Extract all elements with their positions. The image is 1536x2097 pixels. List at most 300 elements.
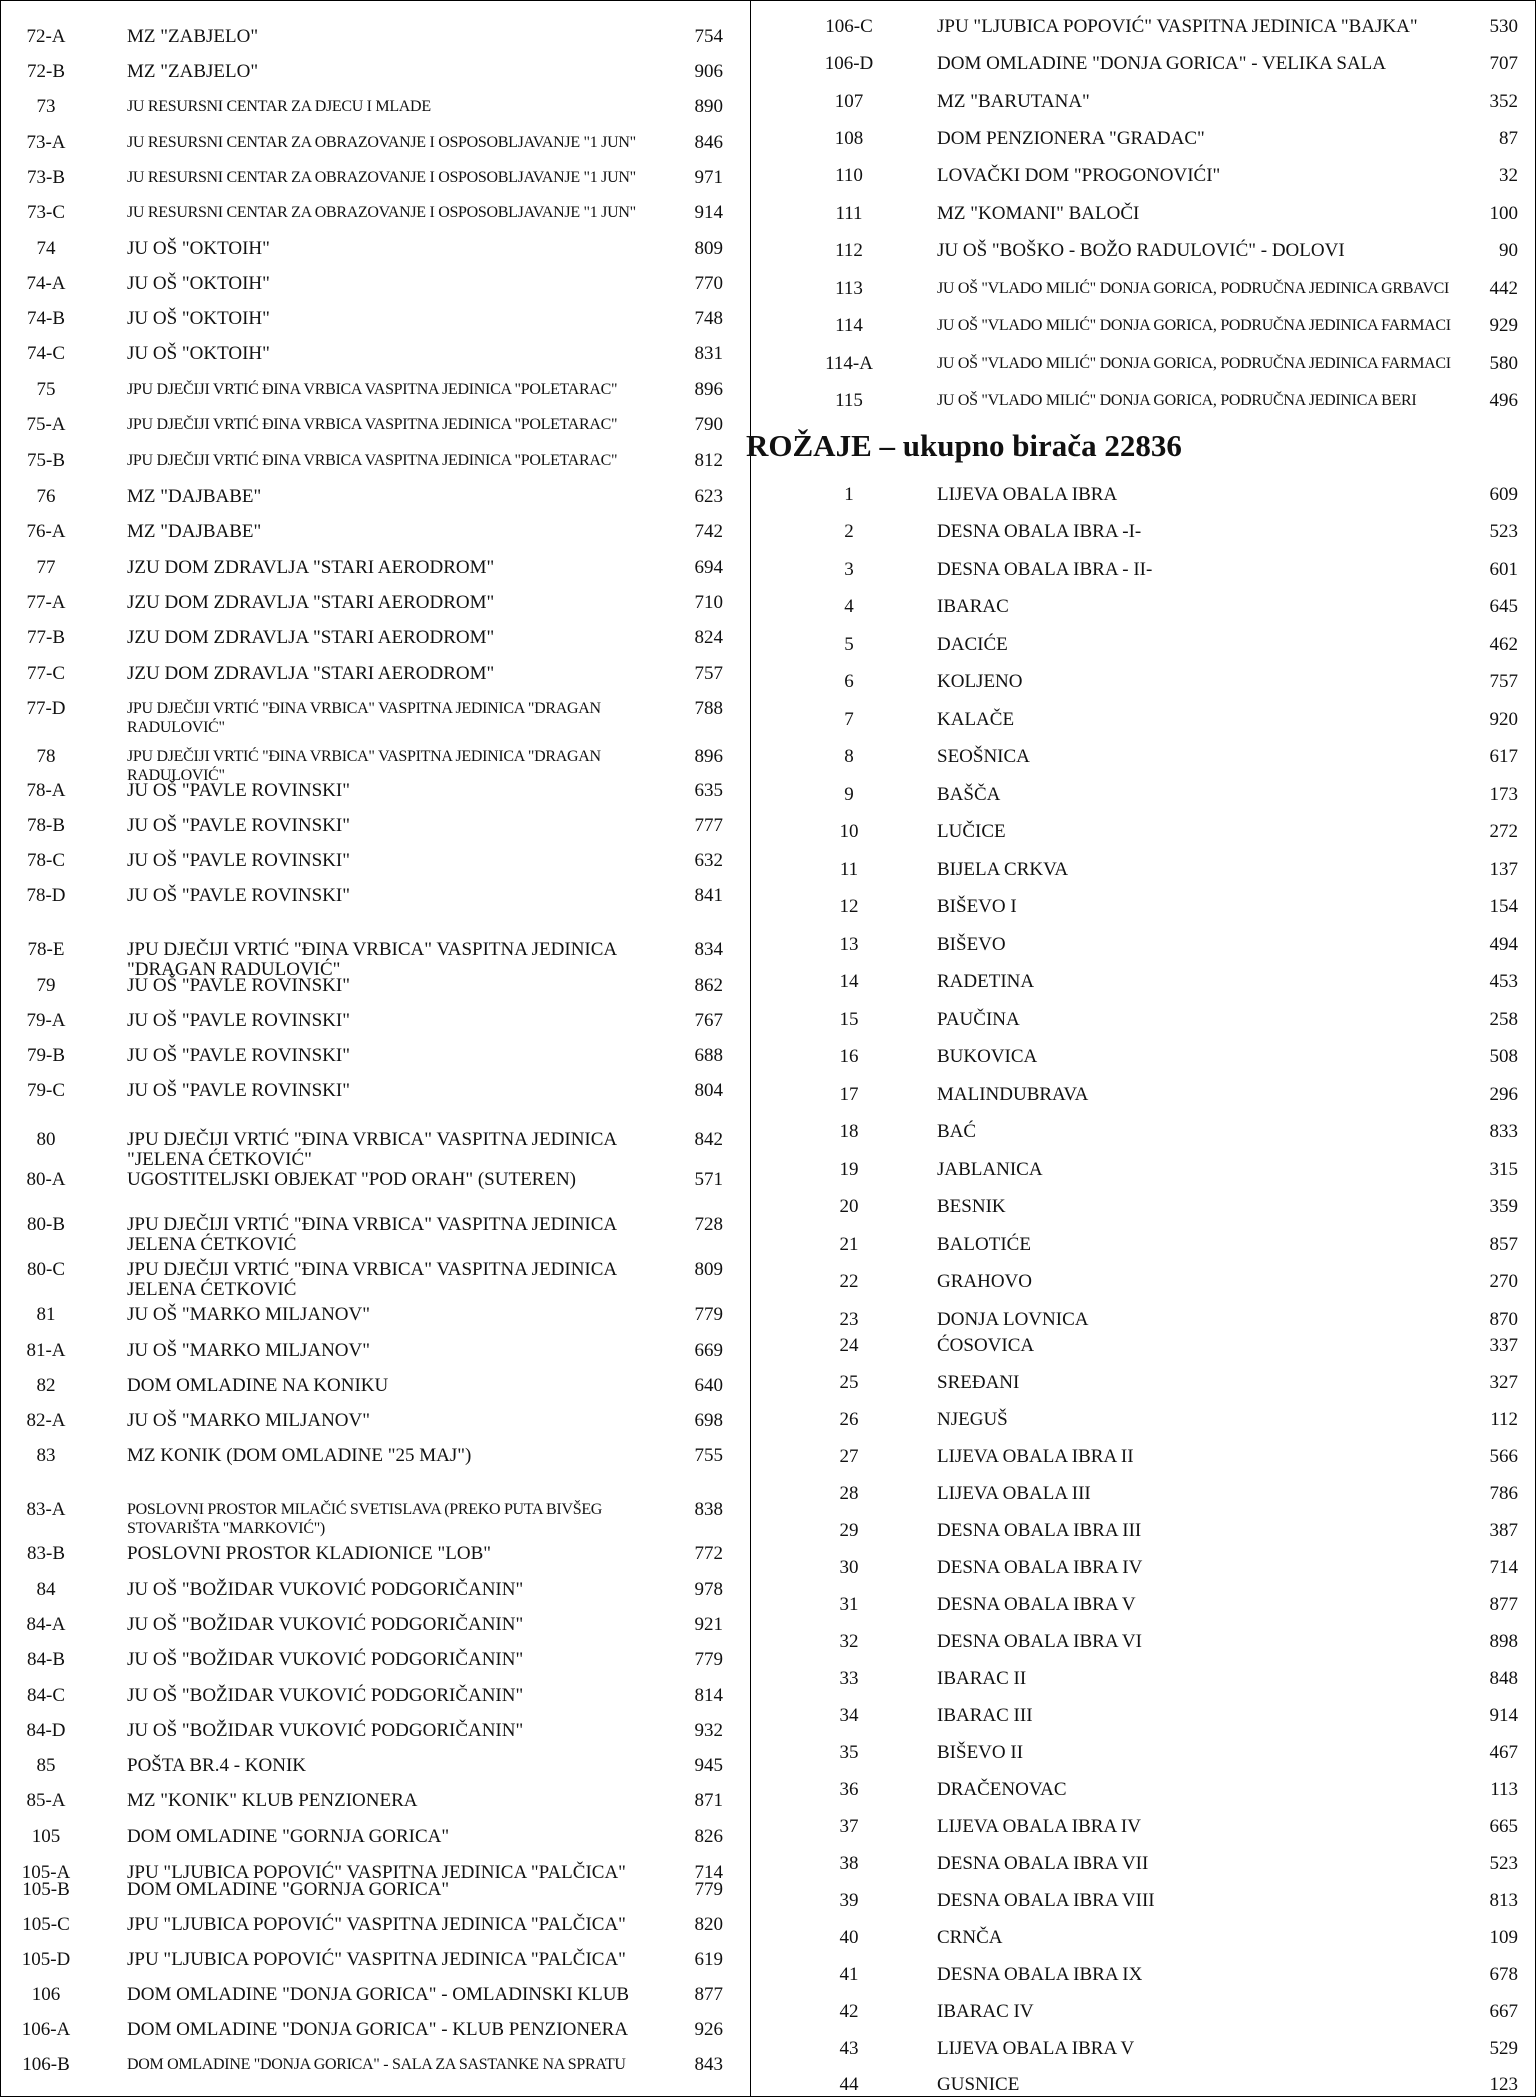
polling-station-number: 84 (36, 1579, 56, 1600)
polling-station-number: 8 (844, 746, 854, 767)
polling-station-name: SEOŠNICA (937, 746, 1030, 767)
voter-count: 523 (1489, 521, 1518, 542)
voter-count: 601 (1489, 559, 1518, 580)
polling-station-name: JU RESURSNI CENTAR ZA OBRAZOVANJE I OSPOSOBLJAVANJE "1 JUN" (127, 134, 636, 151)
polling-station-number: 81-A (26, 1340, 66, 1361)
polling-station-number: 107 (834, 91, 864, 112)
polling-station-name: UGOSTITELJSKI OBJEKAT "POD ORAH" (SUTEREN) (127, 1169, 576, 1190)
voter-count: 707 (1489, 53, 1518, 74)
polling-station-name: IBARAC III (937, 1705, 1033, 1726)
voter-count: 757 (1489, 671, 1518, 692)
polling-station-name: GRAHOVO (937, 1271, 1032, 1292)
polling-station-number: 84-D (26, 1720, 66, 1741)
polling-station-number: 1 (844, 484, 854, 505)
polling-station-name: MZ "KOMANI" BALOČI (937, 203, 1140, 224)
polling-station-number: 77-A (26, 592, 66, 613)
voter-count: 846 (694, 132, 723, 153)
voter-count: 113 (1490, 1779, 1518, 1800)
polling-station-number: 13 (839, 934, 859, 955)
voter-count: 678 (1489, 1964, 1518, 1985)
voter-count: 640 (694, 1375, 723, 1396)
polling-station-number: 106 (31, 1984, 61, 2005)
polling-station-name: JPU DJEČIJI VRTIĆ ĐINA VRBICA VASPITNA JEDINICA "POLETARAC" (127, 416, 618, 433)
polling-station-number: 9 (844, 784, 854, 805)
polling-station-number: 6 (844, 671, 854, 692)
polling-station-number: 106-C (825, 16, 873, 37)
voter-count: 898 (1489, 1631, 1518, 1652)
voter-count: 272 (1489, 821, 1518, 842)
polling-station-number: 42 (839, 2001, 859, 2022)
voter-count: 920 (1489, 709, 1518, 730)
polling-station-name: DACIĆE (937, 634, 1008, 655)
polling-station-name: JPU DJEČIJI VRTIĆ "ĐINA VRBICA" VASPITNA JEDINICA "DRAGAN RADULOVIĆ" (127, 748, 601, 784)
polling-station-name: LUČICE (937, 821, 1006, 842)
voter-count: 926 (694, 2019, 723, 2040)
polling-station-number: 112 (835, 240, 863, 261)
voter-count: 617 (1489, 746, 1518, 767)
polling-station-name: JU OŠ "OKTOIH" (127, 238, 270, 259)
polling-station-number: 27 (839, 1446, 859, 1467)
voter-count: 826 (694, 1826, 723, 1847)
polling-station-number: 73-C (27, 202, 65, 223)
polling-station-name: JU OŠ "BOŽIDAR VUKOVIĆ PODGORIČANIN" (127, 1614, 524, 1635)
polling-station-name: JPU DJEČIJI VRTIĆ ĐINA VRBICA VASPITNA JEDINICA "POLETARAC" (127, 452, 618, 469)
polling-station-name: DESNA OBALA IBRA - II- (937, 559, 1153, 580)
voter-count: 530 (1489, 16, 1518, 37)
polling-station-number: 41 (839, 1964, 859, 1985)
polling-station-name: BIŠEVO I (937, 896, 1017, 917)
polling-station-number: 11 (839, 859, 859, 880)
polling-station-number: 77 (36, 557, 56, 578)
voter-count: 109 (1489, 1927, 1518, 1948)
polling-station-number: 78-C (27, 850, 65, 871)
voter-count: 833 (1489, 1121, 1518, 1142)
voter-count: 337 (1489, 1335, 1518, 1356)
polling-station-name: BAĆ (937, 1121, 977, 1142)
polling-station-name: JU OŠ "PAVLE ROVINSKI" (127, 1080, 350, 1101)
polling-station-name: LIJEVA OBALA IBRA V (937, 2038, 1135, 2059)
voter-count: 809 (694, 1259, 723, 1280)
polling-station-name: DESNA OBALA IBRA VI (937, 1631, 1142, 1652)
polling-station-name: MZ "ZABJELO" (127, 61, 259, 82)
polling-station-number: 35 (839, 1742, 859, 1763)
polling-station-name: JU OŠ "OKTOIH" (127, 308, 270, 329)
polling-station-name: DESNA OBALA IBRA VII (937, 1853, 1149, 1874)
voter-count: 788 (694, 698, 723, 719)
voter-count: 834 (694, 939, 723, 960)
voter-count: 843 (694, 2054, 723, 2075)
polling-station-name: JU OŠ "VLADO MILIĆ" DONJA GORICA, PODRUČNA JEDINICA FARMACI (937, 355, 1451, 372)
voter-count: 669 (694, 1340, 723, 1361)
polling-station-number: 15 (839, 1009, 859, 1030)
voter-count: 619 (694, 1949, 723, 1970)
polling-station-number: 5 (844, 634, 854, 655)
polling-station-number: 7 (844, 709, 854, 730)
polling-station-name: JU OŠ "PAVLE ROVINSKI" (127, 850, 350, 871)
polling-station-number: 74-C (27, 343, 65, 364)
voter-count: 609 (1489, 484, 1518, 505)
voter-count: 387 (1489, 1520, 1518, 1541)
polling-station-number: 39 (839, 1890, 859, 1911)
polling-station-number: 77-C (27, 663, 65, 684)
voter-count: 352 (1489, 91, 1518, 112)
polling-station-name: IBARAC II (937, 1668, 1027, 1689)
polling-station-name: MZ "ZABJELO" (127, 26, 259, 47)
polling-station-number: 84-A (26, 1614, 66, 1635)
voter-count: 857 (1489, 1234, 1518, 1255)
polling-station-number: 114 (835, 315, 863, 336)
voter-count: 32 (1499, 165, 1518, 186)
polling-station-name: JU OŠ "PAVLE ROVINSKI" (127, 780, 350, 801)
voter-count: 327 (1489, 1372, 1518, 1393)
polling-station-name: DOM OMLADINE "DONJA GORICA" - OMLADINSKI KLUB (127, 1984, 630, 2005)
voter-count: 748 (694, 308, 723, 329)
polling-station-number: 23 (839, 1309, 859, 1330)
polling-station-number: 110 (835, 165, 863, 186)
voter-count: 694 (694, 557, 723, 578)
voter-count: 688 (694, 1045, 723, 1066)
polling-station-number: 78 (36, 746, 56, 767)
voter-count: 315 (1489, 1159, 1518, 1180)
polling-station-number: 106-D (824, 53, 874, 74)
polling-station-number: 33 (839, 1668, 859, 1689)
voter-count: 359 (1489, 1196, 1518, 1217)
polling-station-number: 17 (839, 1084, 859, 1105)
polling-station-number: 85-A (26, 1790, 66, 1811)
polling-station-number: 106-B (22, 2054, 70, 2075)
polling-station-number: 74-A (26, 273, 66, 294)
polling-station-number: 12 (839, 896, 859, 917)
voter-count: 767 (694, 1010, 723, 1031)
polling-station-number: 76-A (26, 521, 66, 542)
voter-count: 877 (694, 1984, 723, 2005)
polling-station-number: 105-C (22, 1914, 70, 1935)
polling-station-name: JPU "LJUBICA POPOVIĆ" VASPITNA JEDINICA "BAJKA" (937, 16, 1418, 37)
polling-station-name: BUKOVICA (937, 1046, 1038, 1067)
polling-station-number: 73-B (27, 167, 65, 188)
voter-count: 714 (694, 1862, 723, 1883)
voter-count: 877 (1489, 1594, 1518, 1615)
polling-station-number: 31 (839, 1594, 859, 1615)
voter-count: 841 (694, 885, 723, 906)
polling-station-name: JU OŠ "BOŽIDAR VUKOVIĆ PODGORIČANIN" (127, 1685, 524, 1706)
polling-station-name: CRNČA (937, 1927, 1003, 1948)
polling-station-number: 114-A (825, 353, 873, 374)
polling-station-number: 72-A (26, 26, 66, 47)
polling-station-name: JU OŠ "BOŽIDAR VUKOVIĆ PODGORIČANIN" (127, 1649, 524, 1670)
polling-station-number: 25 (839, 1372, 859, 1393)
polling-station-name: DONJA LOVNICA (937, 1309, 1089, 1330)
polling-station-name: LIJEVA OBALA IBRA II (937, 1446, 1134, 1467)
polling-station-name: RADETINA (937, 971, 1035, 992)
column-divider (750, 0, 751, 2097)
polling-station-name: MZ "KONIK" KLUB PENZIONERA (127, 1790, 418, 1811)
voter-count: 914 (694, 202, 723, 223)
polling-station-number: 14 (839, 971, 859, 992)
polling-station-name: LIJEVA OBALA III (937, 1483, 1091, 1504)
polling-station-number: 75-B (27, 450, 65, 471)
voter-count: 667 (1489, 2001, 1518, 2022)
polling-station-number: 28 (839, 1483, 859, 1504)
voter-count: 906 (694, 61, 723, 82)
polling-station-name: DRAČENOVAC (937, 1779, 1067, 1800)
polling-station-number: 26 (839, 1409, 859, 1430)
polling-station-name: LOVAČKI DOM "PROGONOVIĆI" (937, 165, 1221, 186)
polling-station-name: BIJELA CRKVA (937, 859, 1069, 880)
polling-station-name: BIŠEVO II (937, 1742, 1024, 1763)
polling-station-name: DOM OMLADINE "GORNJA GORICA" (127, 1826, 450, 1847)
voter-count: 777 (694, 815, 723, 836)
polling-station-name: IBARAC (937, 596, 1009, 617)
polling-station-name: JPU DJEČIJI VRTIĆ "ĐINA VRBICA" VASPITNA JEDINICA JELENA ĆETKOVIĆ (127, 1214, 617, 1255)
polling-station-number: 4 (844, 596, 854, 617)
polling-station-number: 85 (36, 1755, 56, 1776)
voter-count: 932 (694, 1720, 723, 1741)
voter-count: 779 (694, 1304, 723, 1325)
polling-station-number: 77-D (26, 698, 66, 719)
polling-station-number: 115 (835, 390, 863, 411)
polling-station-number: 105-D (21, 1949, 71, 1970)
polling-station-number: 16 (839, 1046, 859, 1067)
polling-station-name: JZU DOM ZDRAVLJA "STARI AERODROM" (127, 663, 495, 684)
polling-station-name: JU OŠ "BOŽIDAR VUKOVIĆ PODGORIČANIN" (127, 1579, 524, 1600)
polling-station-number: 36 (839, 1779, 859, 1800)
polling-station-number: 30 (839, 1557, 859, 1578)
polling-station-name: DESNA OBALA IBRA IV (937, 1557, 1143, 1578)
voter-count: 790 (694, 414, 723, 435)
voter-count: 123 (1489, 2074, 1518, 2095)
polling-station-number: 108 (834, 128, 864, 149)
polling-station-name: PAUČINA (937, 1009, 1020, 1030)
polling-station-number: 19 (839, 1159, 859, 1180)
voter-count: 921 (694, 1614, 723, 1635)
voter-count: 728 (694, 1214, 723, 1235)
voter-count: 496 (1489, 390, 1518, 411)
voter-count: 971 (694, 167, 723, 188)
polling-station-number: 113 (835, 278, 863, 299)
voter-count: 929 (1489, 315, 1518, 336)
voter-count: 820 (694, 1914, 723, 1935)
polling-station-name: KALAČE (937, 709, 1015, 730)
polling-station-name: DESNA OBALA IBRA VIII (937, 1890, 1155, 1911)
polling-station-number: 74 (36, 238, 56, 259)
polling-station-number: 34 (839, 1705, 859, 1726)
voter-count: 529 (1489, 2038, 1518, 2059)
polling-station-number: 111 (835, 203, 863, 224)
polling-station-name: JU OŠ "MARKO MILJANOV" (127, 1340, 371, 1361)
voter-count: 831 (694, 343, 723, 364)
polling-station-name: BAŠČA (937, 784, 1001, 805)
polling-station-name: DESNA OBALA IBRA IX (937, 1964, 1143, 1985)
polling-station-name: GUSNICE (937, 2074, 1020, 2095)
voter-count: 100 (1489, 203, 1518, 224)
polling-station-number: 20 (839, 1196, 859, 1217)
polling-station-number: 10 (839, 821, 859, 842)
polling-station-number: 3 (844, 559, 854, 580)
voter-count: 462 (1489, 634, 1518, 655)
polling-station-number: 73-A (26, 132, 66, 153)
polling-station-name: JU OŠ "OKTOIH" (127, 273, 270, 294)
polling-station-number: 106-A (21, 2019, 71, 2040)
polling-station-name: DESNA OBALA IBRA III (937, 1520, 1142, 1541)
polling-station-number: 73 (36, 96, 56, 117)
polling-station-name: JPU DJEČIJI VRTIĆ ĐINA VRBICA VASPITNA JEDINICA "POLETARAC" (127, 381, 618, 398)
polling-station-number: 83-A (26, 1499, 66, 1520)
polling-station-name: JU OŠ "PAVLE ROVINSKI" (127, 815, 350, 836)
polling-station-name: JU OŠ "VLADO MILIĆ" DONJA GORICA, PODRUČNA JEDINICA GRBAVCI (937, 280, 1450, 297)
voter-count: 838 (694, 1499, 723, 1520)
polling-station-name: JPU "LJUBICA POPOVIĆ" VASPITNA JEDINICA "PALČICA" (127, 1949, 626, 1970)
polling-station-name: MALINDUBRAVA (937, 1084, 1089, 1105)
polling-station-name: KOLJENO (937, 671, 1023, 692)
voter-count: 978 (694, 1579, 723, 1600)
polling-station-name: JZU DOM ZDRAVLJA "STARI AERODROM" (127, 627, 495, 648)
polling-station-number: 80-A (26, 1169, 66, 1190)
polling-station-name: SREĐANI (937, 1372, 1020, 1393)
polling-station-number: 79-C (27, 1080, 65, 1101)
polling-station-number: 83-B (27, 1543, 65, 1564)
polling-station-number: 72-B (27, 61, 65, 82)
voter-count: 809 (694, 238, 723, 259)
voter-count: 786 (1489, 1483, 1518, 1504)
polling-station-name: DOM OMLADINE "GORNJA GORICA" (127, 1879, 450, 1900)
voter-count: 87 (1499, 128, 1518, 149)
polling-station-name: DOM OMLADINE "DONJA GORICA" - VELIKA SALA (937, 53, 1386, 74)
polling-station-name: POŠTA BR.4 - KONIK (127, 1755, 306, 1776)
voter-count: 494 (1489, 934, 1518, 955)
polling-station-name: MZ "DAJBABE" (127, 486, 262, 507)
polling-station-name: LIJEVA OBALA IBRA IV (937, 1816, 1141, 1837)
polling-station-name: JZU DOM ZDRAVLJA "STARI AERODROM" (127, 557, 495, 578)
voter-count: 945 (694, 1755, 723, 1776)
polling-station-name: DOM OMLADINE "DONJA GORICA" - SALA ZA SASTANKE NA SPRATU (127, 2056, 626, 2073)
polling-station-number: 80 (36, 1129, 56, 1150)
voter-count: 812 (694, 450, 723, 471)
polling-station-name: JU OŠ "PAVLE ROVINSKI" (127, 1010, 350, 1031)
polling-station-number: 74-B (27, 308, 65, 329)
polling-station-name: LIJEVA OBALA IBRA (937, 484, 1118, 505)
polling-station-number: 105-B (22, 1879, 70, 1900)
voter-count: 270 (1489, 1271, 1518, 1292)
voter-count: 862 (694, 975, 723, 996)
voter-count: 871 (694, 1790, 723, 1811)
voter-count: 453 (1489, 971, 1518, 992)
polling-station-number: 44 (839, 2074, 859, 2095)
polling-station-name: BESNIK (937, 1196, 1006, 1217)
polling-station-number: 82-A (26, 1410, 66, 1431)
voter-count: 870 (1489, 1309, 1518, 1330)
voter-count: 779 (694, 1879, 723, 1900)
polling-station-number: 18 (839, 1121, 859, 1142)
voter-count: 842 (694, 1129, 723, 1150)
polling-station-number: 37 (839, 1816, 859, 1837)
voter-count: 296 (1489, 1084, 1518, 1105)
voter-count: 896 (694, 379, 723, 400)
polling-station-number: 79-B (27, 1045, 65, 1066)
voter-count: 623 (694, 486, 723, 507)
polling-station-name: JPU DJEČIJI VRTIĆ "ĐINA VRBICA" VASPITNA JEDINICA "DRAGAN RADULOVIĆ" (127, 700, 601, 736)
polling-station-number: 75-A (26, 414, 66, 435)
voter-count: 571 (694, 1169, 723, 1190)
voter-count: 742 (694, 521, 723, 542)
voter-count: 770 (694, 273, 723, 294)
voter-count: 848 (1489, 1668, 1518, 1689)
polling-station-name: BALOTIĆE (937, 1234, 1031, 1255)
voter-count: 804 (694, 1080, 723, 1101)
polling-station-name: JU OŠ "MARKO MILJANOV" (127, 1304, 371, 1325)
polling-station-number: 80-B (27, 1214, 65, 1235)
polling-station-name: DOM OMLADINE "DONJA GORICA" - KLUB PENZIONERA (127, 2019, 629, 2040)
polling-station-number: 78-B (27, 815, 65, 836)
polling-station-name: JABLANICA (937, 1159, 1043, 1180)
voter-count: 523 (1489, 1853, 1518, 1874)
voter-count: 755 (694, 1445, 723, 1466)
polling-station-name: JU OŠ "VLADO MILIĆ" DONJA GORICA, PODRUČNA JEDINICA FARMACI (937, 317, 1451, 334)
polling-station-name: DESNA OBALA IBRA V (937, 1594, 1136, 1615)
polling-station-number: 79-A (26, 1010, 66, 1031)
polling-station-number: 32 (839, 1631, 859, 1652)
voter-count: 467 (1489, 1742, 1518, 1763)
polling-station-number: 83 (36, 1445, 56, 1466)
polling-station-name: JU OŠ "PAVLE ROVINSKI" (127, 885, 350, 906)
voter-count: 710 (694, 592, 723, 613)
voter-count: 635 (694, 780, 723, 801)
polling-station-number: 81 (36, 1304, 56, 1325)
polling-station-name: POSLOVNI PROSTOR MILAČIĆ SVETISLAVA (PREKO PUTA BIVŠEG STOVARIŠTA "MARKOVIĆ") (127, 1501, 603, 1537)
polling-station-name: JU RESURSNI CENTAR ZA DJECU I MLADE (127, 98, 431, 115)
polling-station-name: JPU DJEČIJI VRTIĆ "ĐINA VRBICA" VASPITNA JEDINICA "JELENA ĆETKOVIĆ" (127, 1129, 617, 1170)
polling-station-name: BIŠEVO (937, 934, 1006, 955)
voter-count: 772 (694, 1543, 723, 1564)
voter-count: 779 (694, 1649, 723, 1670)
polling-station-number: 76 (36, 486, 56, 507)
voter-count: 580 (1489, 353, 1518, 374)
section-title-rozaje: ROŽAJE – ukupno birača 22836 (746, 428, 1182, 463)
polling-station-name: DOM OMLADINE NA KONIKU (127, 1375, 389, 1396)
polling-station-number: 22 (839, 1271, 859, 1292)
polling-station-name: NJEGUŠ (937, 1409, 1008, 1430)
voter-count: 112 (1490, 1409, 1518, 1430)
polling-station-number: 38 (839, 1853, 859, 1874)
polling-station-name: MZ KONIK (DOM OMLADINE "25 MAJ") (127, 1445, 472, 1466)
polling-station-number: 21 (839, 1234, 859, 1255)
polling-station-number: 29 (839, 1520, 859, 1541)
voter-count: 698 (694, 1410, 723, 1431)
polling-station-name: JU OŠ "MARKO MILJANOV" (127, 1410, 371, 1431)
polling-station-number: 2 (844, 521, 854, 542)
voter-count: 90 (1499, 240, 1518, 261)
polling-station-name: JU OŠ "PAVLE ROVINSKI" (127, 1045, 350, 1066)
polling-station-name: POSLOVNI PROSTOR KLADIONICE "LOB" (127, 1543, 492, 1564)
polling-station-name: MZ "DAJBABE" (127, 521, 262, 542)
polling-station-name: JU RESURSNI CENTAR ZA OBRAZOVANJE I OSPOSOBLJAVANJE "1 JUN" (127, 169, 636, 186)
polling-station-name: DESNA OBALA IBRA -I- (937, 521, 1142, 542)
voter-count: 632 (694, 850, 723, 871)
polling-station-name: JPU "LJUBICA POPOVIĆ" VASPITNA JEDINICA "PALČICA" (127, 1862, 626, 1883)
polling-station-name: JU OŠ "OKTOIH" (127, 343, 270, 364)
polling-station-number: 80-C (27, 1259, 65, 1280)
polling-station-number: 82 (36, 1375, 56, 1396)
polling-station-name: ĆOSOVICA (937, 1335, 1035, 1356)
voter-count: 566 (1489, 1446, 1518, 1467)
polling-station-name: JPU DJEČIJI VRTIĆ "ĐINA VRBICA" VASPITNA JEDINICA "DRAGAN RADULOVIĆ" (127, 939, 617, 980)
voter-count: 442 (1489, 278, 1518, 299)
voter-count: 137 (1489, 859, 1518, 880)
voter-count: 754 (694, 26, 723, 47)
voter-count: 645 (1489, 596, 1518, 617)
polling-station-number: 105-A (21, 1862, 71, 1883)
voter-count: 173 (1489, 784, 1518, 805)
